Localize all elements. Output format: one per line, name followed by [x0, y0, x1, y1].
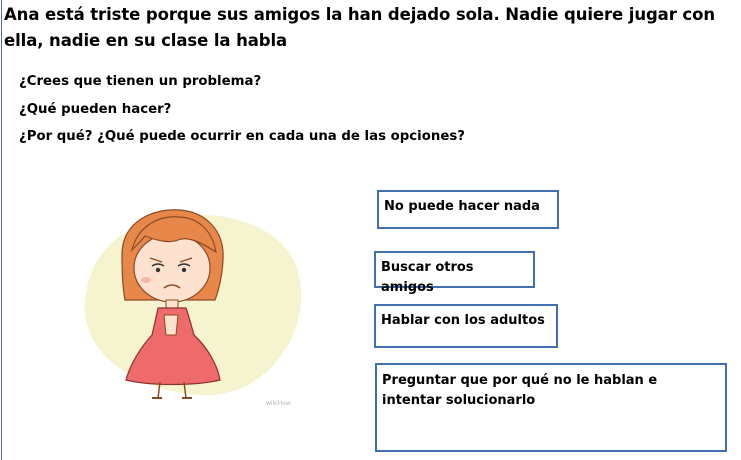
option-talk-adults[interactable] [374, 304, 558, 348]
sad-girl-icon [60, 200, 310, 410]
option-label: Preguntar que por qué no le hablan e intentar solucionarlo [382, 373, 658, 408]
option-do-nothing[interactable] [377, 190, 559, 229]
watermark: wikiHow [266, 400, 291, 407]
page-left-rule [1, 0, 2, 460]
option-label: Buscar otros amigos [381, 260, 474, 295]
sad-girl-illustration [60, 200, 310, 410]
option-ask-and-solve[interactable] [375, 363, 727, 452]
question-what-to-do: ¿Qué pueden hacer? [19, 102, 172, 117]
question-problem: ¿Crees que tienen un problema? [19, 74, 262, 89]
question-why: ¿Por qué? ¿Qué puede ocurrir en cada una de las opciones? [19, 129, 465, 144]
option-find-friends[interactable] [374, 251, 535, 295]
option-label: Hablar con los adultos [381, 313, 545, 328]
option-label: No puede hacer nada [384, 199, 540, 214]
story-title: Ana está triste porque sus amigos la han dejado sola. Nadie quiere jugar con ella, nadie en su clase la habla [4, 5, 715, 50]
